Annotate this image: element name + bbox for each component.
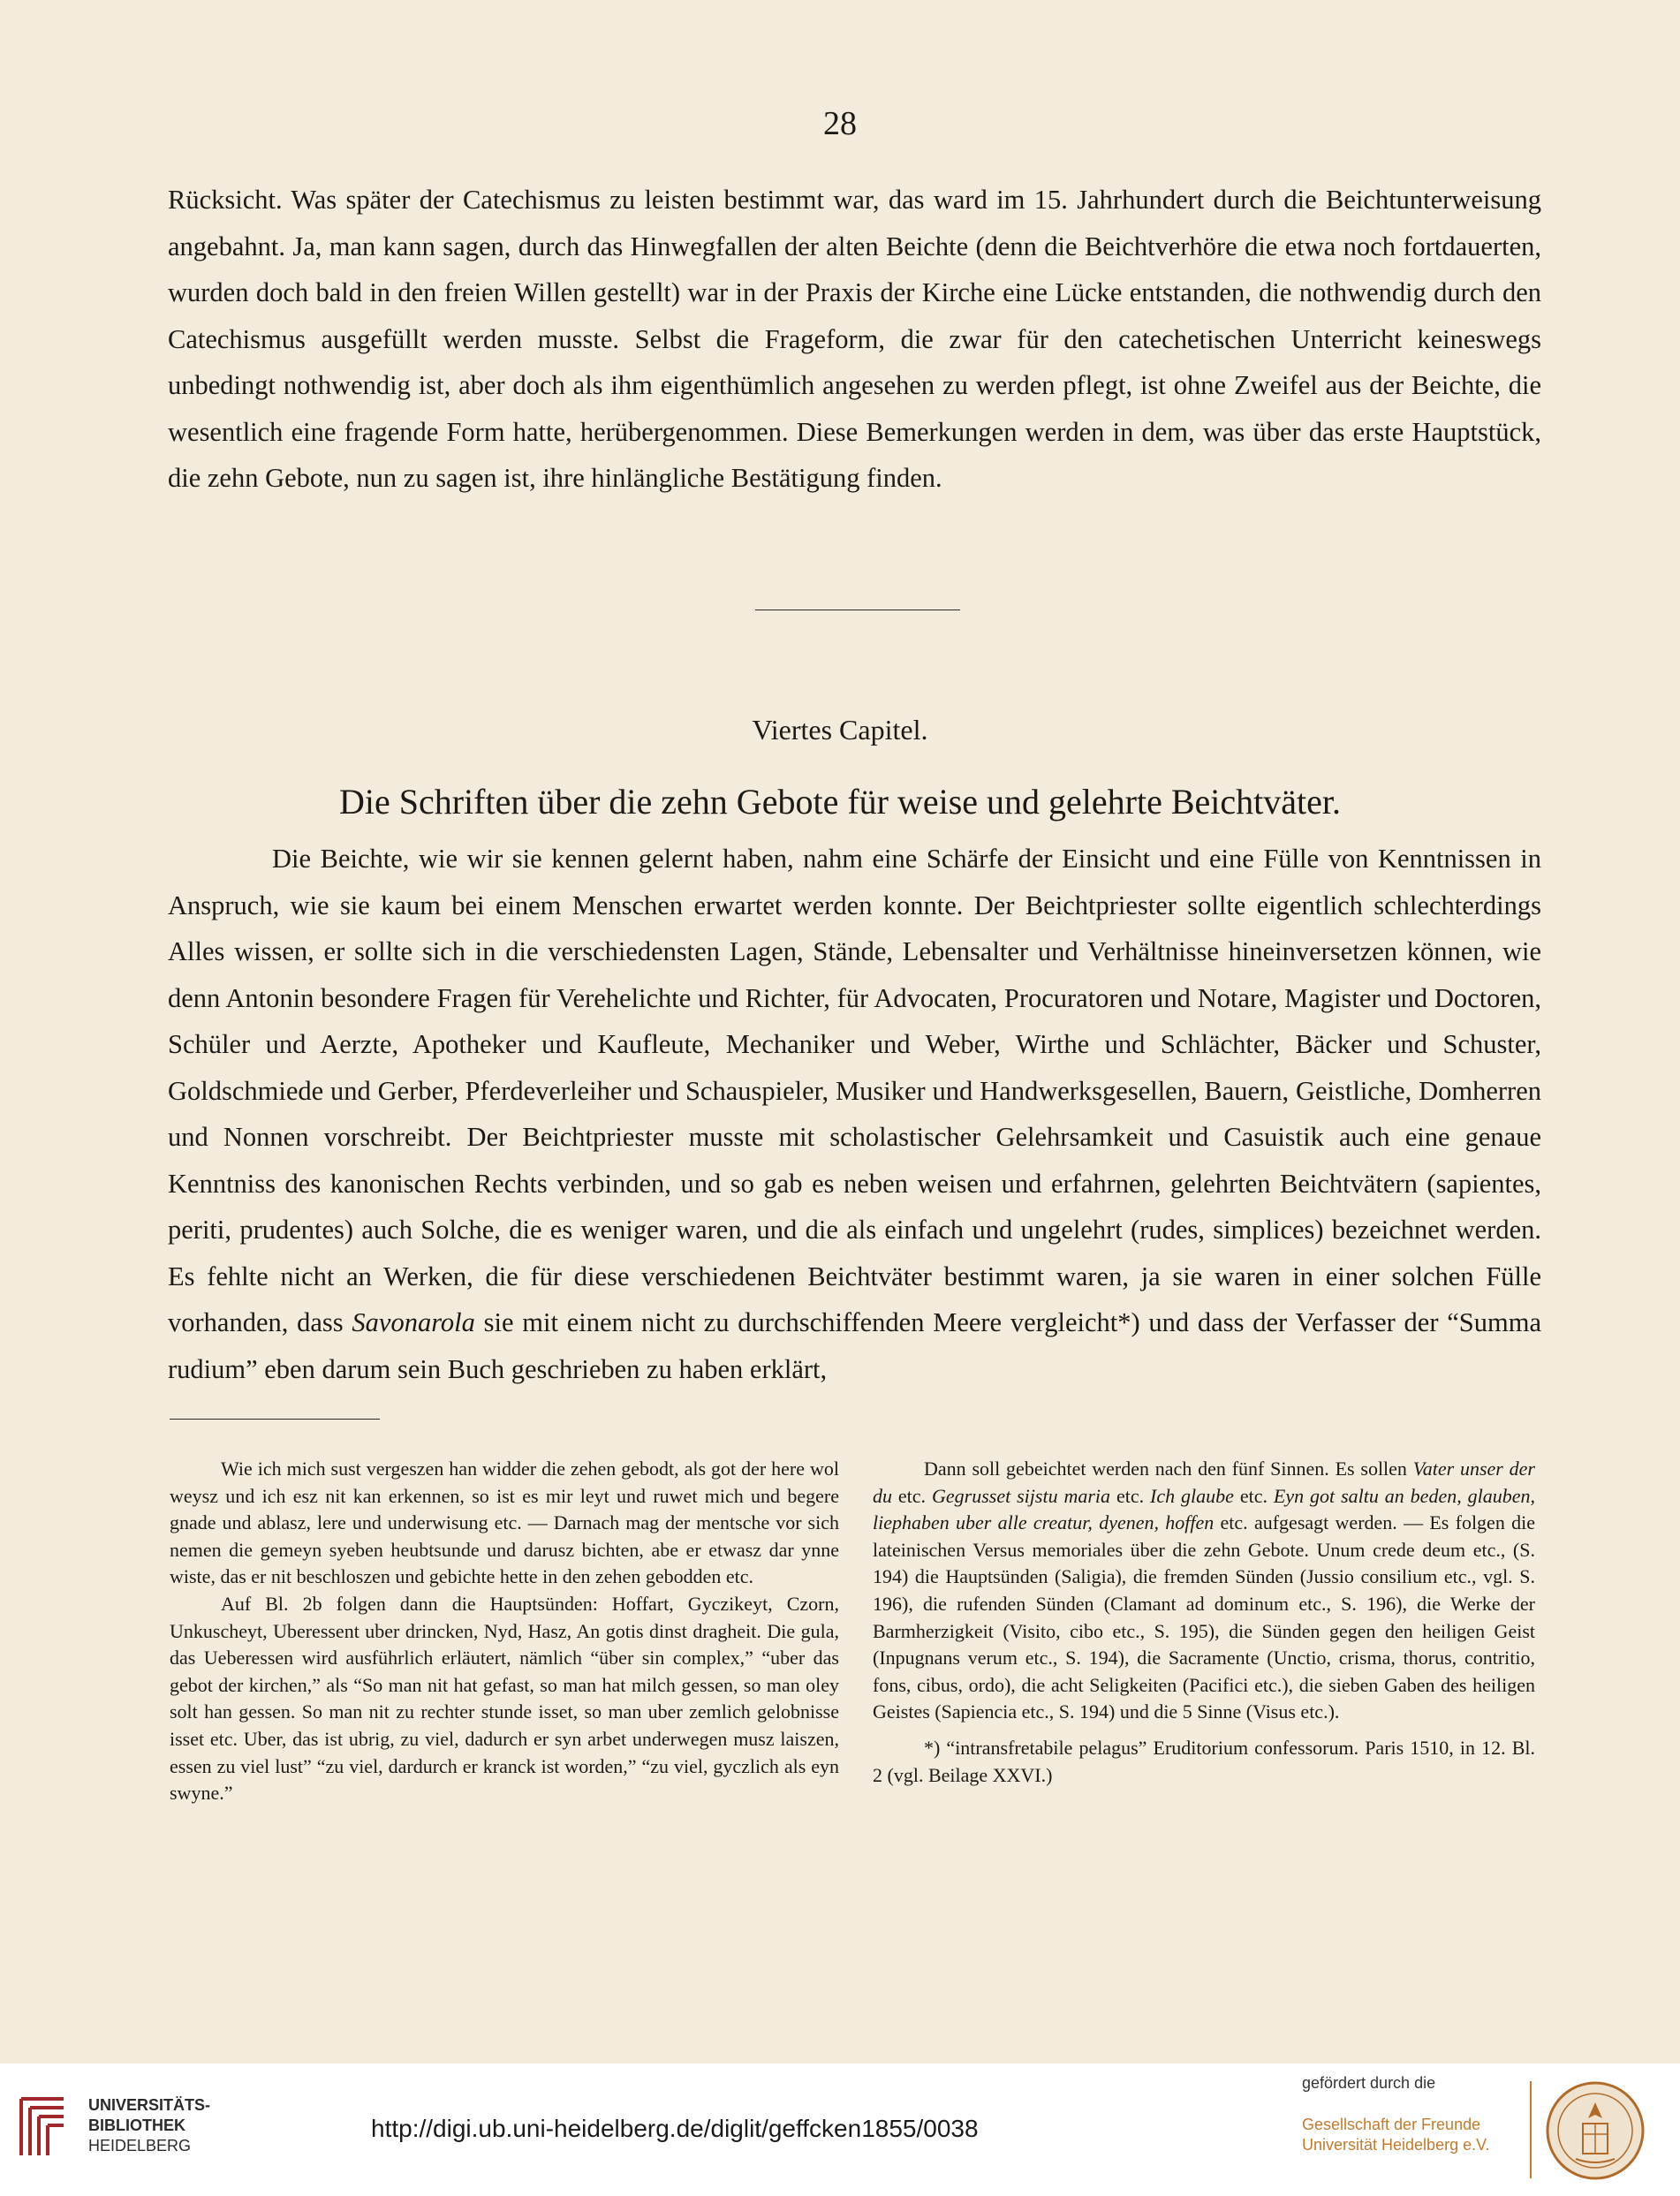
sponsor-label: gefördert durch die bbox=[1302, 2074, 1436, 2092]
sponsor-name-line: Gesellschaft der Freunde bbox=[1302, 2116, 1481, 2133]
university-seal-icon bbox=[1544, 2079, 1646, 2182]
footnote-paragraph bbox=[873, 1456, 1535, 1726]
library-name-line: BIBLIOTHEK bbox=[88, 2116, 185, 2134]
footnote-column-right bbox=[873, 1456, 1535, 1789]
footnote-column-left bbox=[170, 1456, 839, 1807]
paragraph-text-end: sie mit einem nicht zu durchschiffenden Meere vergleicht*) und dass der Verfasser der “Summa rudium” eben darum sein Buch geschrieben zu haben erklärt, bbox=[168, 1307, 1541, 1384]
permalink-url[interactable]: http://digi.ub.uni-heidelberg.de/diglit/geffcken1855/0038 bbox=[371, 2115, 979, 2142]
library-logo-icon bbox=[16, 2090, 69, 2161]
footer-bar bbox=[0, 2063, 1680, 2196]
paragraph-continuation: Rücksicht. Was später der Catechismus zu leisten bestimmt war, das ward im 15. Jahrhundert durch die Beichtunterweisung angebahnt. Ja, man kann sagen, durch das Hinwegfallen der alten Beichte (denn die Beichtverhöre die etwa noch fortdauerten, wurden doch bald in den freien Willen gestellt) war in der Praxis der Kirche eine Lücke entstanden, die nothwendig durch den Catechismus ausgefüllt werden musste. Selbst die Frageform, die zwar für den catechetischen Unterricht keineswegs unbedingt nothwendig ist, aber doch als ihm eigenthümlich angesehen zu werden pflegt, ist ohne Zweifel aus der Beichte, die wesentlich eine fragende Form hatte, herübergenommen. Diese Bemerkungen werden in dem, was über das erste Hauptstück, die zehn Gebote, nun zu sagen ist, ihre hinlängliche Bestätigung finden. bbox=[168, 185, 1541, 493]
library-name-line: UNIVERSITÄTS- bbox=[88, 2096, 211, 2114]
footnote-paragraph: Auf Bl. 2b folgen dann die Hauptsünden: Hoffart, Gyczikeyt, Czorn, Unkuscheyt, Uberessent uber drincken, Nyd, Hasz, An gotis dinst dragheit. Die gula, das Ueberessen wird ausführlich erläutert, nämlich “über sin complex,” “uber das gebot der kirchen,” als “So man nit hat gefast, so man hat milch gessen, so man oley solt han gessen. So man nit zu rechter stunde isset, so man uber zemlich gelobnisse isset etc. Uber, das ist ubrig, zu viel, dadurch er syn arbet underwegen musz laiszen, essen zu viel lust” “zu viel, dardurch er kranck ist worden,” “zu viel, gyczlich als eyn swyne.” bbox=[170, 1592, 839, 1805]
chapter-title: Die Schriften über die zehn Gebote für weise und gelehrte Beichtväter. bbox=[338, 782, 1341, 822]
footnote-text: etc. bbox=[892, 1484, 932, 1507]
footnote-italic: Ich glaube bbox=[1150, 1484, 1234, 1507]
footnote-text: etc. bbox=[1233, 1484, 1274, 1507]
footnote-divider bbox=[170, 1419, 380, 1420]
chapter-label: Viertes Capitel. bbox=[752, 714, 928, 746]
paragraph-text: Die Beichte, wie wir sie kennen gelernt haben, nahm eine Schärfe der Einsicht und eine Fülle von Kenntnissen in Anspruch, wie sie kaum bei einem Menschen erwartet werden konnte. Der Beichtpriester sollte eigentlich schlechterdings Alles wissen, er sollte sich in die verschiedensten Lagen, Stände, Lebensalter und Verhältnisse hineinversetzen können, wie denn Antonin besondere Fragen für Verehelichte und Richter, für Advocaten, Procuratoren und Notare, Magister und Doctoren, Schüler und Aerzte, Apotheker und Kaufleute, Mechaniker und Weber, Wirthe und Schlächter, Bäcker und Schuster, Goldschmiede und Gerber, Pferdeverleiher und Schauspieler, Musiker und Handwerksgesellen, Bauern, Geistliche, Domherren und Nonnen vorschreibt. Der Beichtpriester musste mit scholastischer Gelehrsamkeit und Casuistik auch eine genaue Kenntniss des kanonischen Rechts verbinden, und so gab es neben weisen und erfahrnen, gelehrten Beichtvätern (sapientes, periti, prudentes) auch Solche, die es weniger waren, und die als einfach und ungelehrt (rudes, simplices) bezeichnet werden. Es fehlte nicht an Werken, die für diese verschiedenen Beichtväter bestimmt waren, ja sie waren in einer solchen Fülle vorhanden, dass bbox=[168, 844, 1541, 1337]
page-number: 28 bbox=[823, 105, 857, 142]
library-name-line: HEIDELBERG bbox=[88, 2137, 192, 2154]
footnote-asterisk: *) “intransfretabile pelagus” Eruditorium confessorum. Paris 1510, in 12. Bl. 2 (vgl. Beilage XXVI.) bbox=[873, 1736, 1535, 1786]
footnote-italic: Gegrusset sijstu maria bbox=[931, 1484, 1111, 1507]
footnote-italic: Eyn got saltu an beden, glauben, liephaben uber alle creatur, dyenen, hoffen bbox=[873, 1484, 1535, 1534]
library-name bbox=[88, 2095, 247, 2156]
footnote-text: etc. aufgesagt werden. — Es folgen die lateinischen Versus memoriales über die zehn Gebote. Unum crede deum etc., (S. 194) die Hauptsünden (Saligia), die fremden Sünden (Jussio consilium etc., vgl. S. 196), die rufenden Sünden (Clamant ad dominum etc., S. 196), die Werke der Barmherzigkeit (Visito, cibo etc., S. 195), die Sünden gegen den heiligen Geist (Inpugnans verum etc., S. 194), die Sacramente (Unctio, crisma, thorus, contritio, fons, cibus, ordo), die acht Seligkeiten (Pacifici etc.), die sieben Gaben des heiligen Geistes (Sapiencia etc., S. 194) und die 5 Sinne (Visus etc.). bbox=[873, 1511, 1535, 1723]
chapter-opening-paragraph bbox=[168, 836, 1541, 1392]
footnote-italic: Vater unser der du bbox=[873, 1458, 1535, 1507]
italic-name: Savonarola bbox=[352, 1307, 475, 1337]
sponsor-name bbox=[1302, 2115, 1496, 2155]
footnote-text: Dann soll gebeichtet werden nach den fünf Sinnen. Es sollen bbox=[924, 1458, 1413, 1480]
footnote-paragraph: Wie ich mich sust vergeszen han widder die zehen gebodt, als got der here wol weysz und ich esz nit kan erkennen, so ist es mir leyt und ruwet mich und begere gnade und ablasz, lere und underwisung etc. — Darnach mag der mentsche vor sich nemen die gemeyn syeben heubtsunde und darusz bichten, abe er etwasz dar ynne wiste, das er nit beschloszen und gebichte hette in den zehen gebodden etc. bbox=[170, 1458, 839, 1588]
footnote-text: etc. bbox=[1110, 1484, 1151, 1507]
sponsor-divider bbox=[1530, 2081, 1532, 2178]
sponsor-name-line: Universität Heidelberg e.V. bbox=[1302, 2136, 1490, 2154]
